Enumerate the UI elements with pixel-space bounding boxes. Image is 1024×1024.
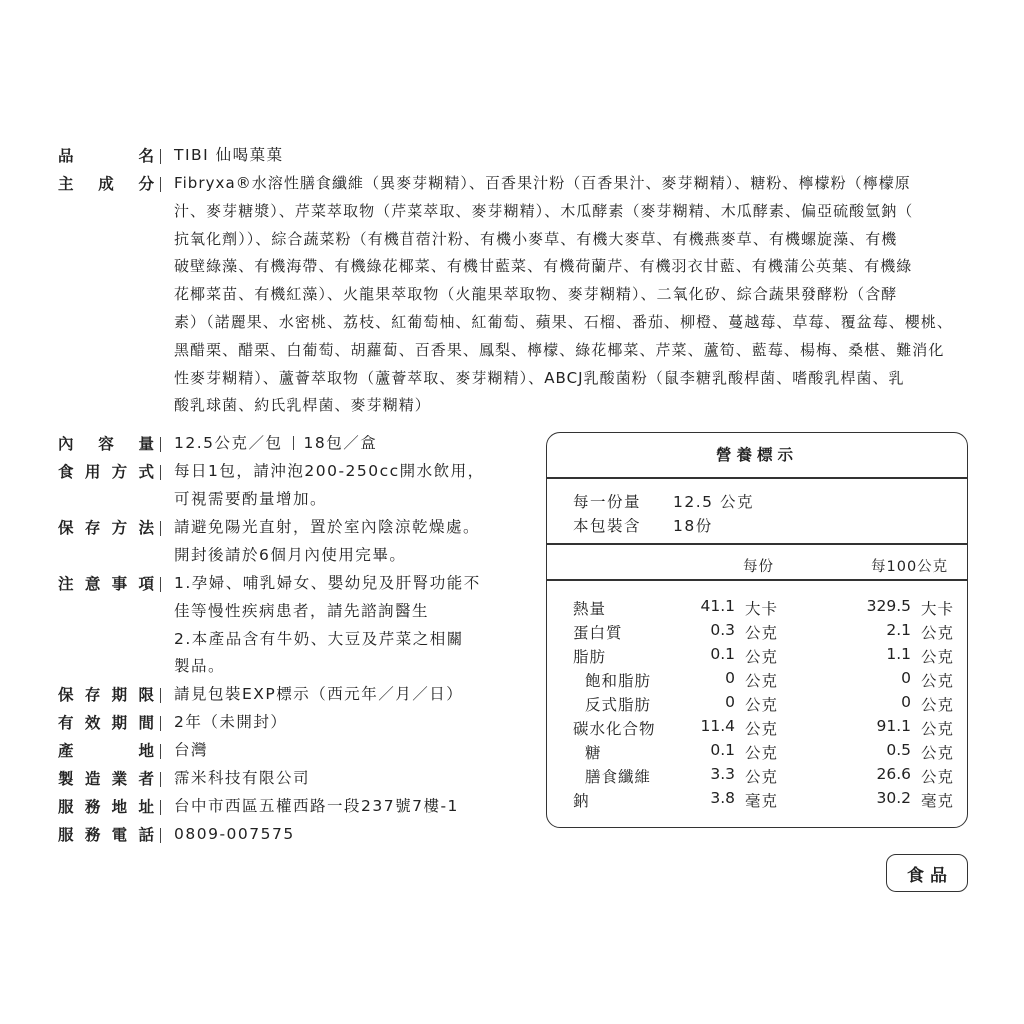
unit-per-serving: 大卡	[745, 600, 779, 618]
key-char: 效	[84, 714, 101, 732]
unit-per-100g: 大卡	[921, 600, 955, 618]
nutrition-facts-panel	[546, 432, 968, 828]
servings-value: 18份	[673, 517, 713, 535]
separator	[160, 828, 161, 843]
key-char: 務	[84, 826, 101, 844]
key-char: 方	[111, 519, 128, 537]
text-line: 性麥芽糊精）、蘆薈萃取物（蘆薈萃取、麥芽糊精）、ABCJ乳酸菌粉（鼠李糖乳酸桿菌、嗜酸乳桿菌、乳	[174, 368, 905, 387]
column-header-per-serving: 每份	[743, 559, 774, 575]
serving-size-label: 每一份量	[573, 493, 642, 511]
separator	[160, 744, 161, 759]
nutrient-name: 反式脂肪	[585, 696, 652, 714]
field-value: 台灣	[174, 741, 209, 759]
key-char: 業	[111, 770, 128, 788]
field-key	[58, 430, 154, 458]
value-per-100g: 0	[901, 693, 911, 711]
field-value	[174, 570, 481, 681]
text-line: 請避免陽光直射，置於室內陰涼乾燥處。	[174, 518, 481, 536]
servings-row	[573, 514, 713, 536]
text-line: Fibryxa®水溶性膳食纖維（異麥芽糊精）、百香果汁粉（百香果汁、麥芽糊精）、糖粉、檸檬粉（檸檬原	[174, 174, 911, 192]
unit-per-100g: 公克	[921, 648, 955, 666]
key-char: 品	[58, 147, 74, 165]
separator	[160, 177, 161, 192]
separator	[160, 521, 161, 536]
content-per-pack: 12.5公克／包	[174, 434, 283, 452]
unit-per-100g: 毫克	[921, 792, 955, 810]
unit-per-100g: 公克	[921, 624, 955, 642]
nutrition-row	[547, 717, 967, 741]
unit-per-100g: 公克	[921, 672, 955, 690]
nutrition-row	[547, 789, 967, 813]
nutrient-name: 脂肪	[573, 648, 607, 666]
value-per-100g: 0	[901, 669, 911, 687]
key-char: 期	[111, 714, 128, 732]
key-char: 址	[138, 798, 154, 816]
value-per-serving: 3.3	[710, 765, 735, 783]
text-line: 酸乳球菌、約氏乳桿菌、麥芽糊精）	[174, 396, 431, 415]
value-per-100g: 1.1	[886, 645, 911, 663]
text-line: 2.本產品含有牛奶、大豆及芹菜之相關	[174, 629, 464, 648]
value-per-100g: 329.5	[866, 597, 911, 615]
unit-per-serving: 公克	[745, 648, 779, 666]
text-line: 開封後請於6個月內使用完畢。	[174, 545, 407, 564]
divider	[547, 543, 967, 545]
text-line: 破壁綠藻、有機海帶、有機綠花椰菜、有機甘藍菜、有機荷蘭芹、有機羽衣甘藍、有機蒲公英葉、有機綠	[174, 257, 913, 276]
key-char: 式	[138, 463, 154, 481]
field-key	[58, 737, 154, 765]
column-header-per-100g: 每100公克	[871, 559, 949, 575]
field-origin	[58, 737, 208, 765]
field-product-name	[58, 142, 284, 170]
nutrient-name: 鈉	[573, 792, 590, 810]
text-line: 佳等慢性疾病患者，請先諮詢醫生	[174, 601, 430, 620]
separator	[160, 688, 161, 703]
nutrition-row	[547, 765, 967, 789]
key-char: 容	[98, 435, 114, 453]
nutrient-name: 飽和脂肪	[585, 672, 652, 690]
field-service-address	[58, 793, 459, 821]
separator	[160, 716, 161, 731]
key-char: 名	[138, 147, 154, 165]
nutrient-name: 糖	[585, 744, 602, 762]
key-char: 間	[138, 714, 154, 732]
separator	[160, 800, 161, 815]
field-key	[58, 142, 154, 170]
value-per-serving: 0	[725, 693, 735, 711]
value-per-serving: 0.1	[710, 741, 735, 759]
value-per-serving: 0.3	[710, 621, 735, 639]
key-char: 地	[138, 742, 154, 760]
value-per-serving: 3.8	[710, 789, 735, 807]
field-usage	[58, 458, 485, 514]
key-char: 保	[58, 519, 74, 537]
value-per-serving: 41.1	[700, 597, 735, 615]
content-per-box: 18包／盒	[303, 434, 378, 452]
separator	[160, 465, 161, 480]
unit-per-100g: 公克	[921, 720, 955, 738]
key-char: 事	[111, 575, 128, 593]
unit-per-100g: 公克	[921, 768, 955, 786]
separator	[160, 149, 161, 164]
unit-per-serving: 毫克	[745, 792, 779, 810]
nutrition-row	[547, 741, 967, 765]
nutrition-row	[547, 645, 967, 669]
divider	[547, 477, 967, 479]
key-char: 電	[111, 826, 128, 844]
field-key	[58, 821, 154, 849]
field-key	[58, 458, 154, 486]
text-line: 每日1包，請沖泡200-250cc開水飲用，	[174, 462, 485, 480]
nutrition-row	[547, 597, 967, 621]
separator	[293, 436, 294, 450]
field-key	[58, 514, 154, 542]
key-char: 者	[138, 770, 154, 788]
text-line: 1.孕婦、哺乳婦女、嬰幼兒及肝腎功能不	[174, 574, 481, 592]
nutrition-row	[547, 693, 967, 717]
field-key	[58, 681, 154, 709]
key-char: 法	[138, 519, 154, 537]
text-line: 製品。	[174, 657, 226, 676]
field-content	[58, 430, 377, 458]
field-shelf-life	[58, 709, 287, 737]
unit-per-serving: 公克	[745, 672, 779, 690]
key-char: 主	[58, 175, 74, 193]
unit-per-100g: 公克	[921, 744, 955, 762]
text-line: 抗氧化劑））、綜合蔬菜粉（有機苜蓿汁粉、有機小麥草、有機大麥草、有機燕麥草、有機螺旋藻、有機	[174, 229, 898, 248]
serving-size-row	[573, 490, 754, 512]
key-char: 方	[111, 463, 128, 481]
key-char: 存	[84, 519, 101, 537]
unit-per-serving: 公克	[745, 744, 779, 762]
field-key	[58, 709, 154, 737]
unit-per-100g: 公克	[921, 696, 955, 714]
key-char: 成	[98, 175, 114, 193]
unit-per-serving: 公克	[745, 696, 779, 714]
field-storage	[58, 514, 480, 570]
key-char: 意	[84, 575, 101, 593]
food-category-badge: 食品	[886, 854, 968, 892]
text-line: 汁、麥芽糖漿）、芹菜萃取物（芹菜萃取、麥芽糊精）、木瓜酵素（麥芽糊精、木瓜酵素、偏亞硫酸氫鈉（	[174, 201, 914, 220]
nutrition-row	[547, 669, 967, 693]
text-line: 素）（諾麗果、水密桃、荔枝、紅葡萄柚、紅葡萄、蘋果、石榴、番茄、柳橙、蔓越莓、草莓、覆盆莓、櫻桃、	[174, 312, 953, 331]
field-key	[58, 793, 154, 821]
field-value: 霈米科技有限公司	[174, 769, 311, 787]
separator	[160, 577, 161, 592]
unit-per-serving: 公克	[745, 720, 779, 738]
key-char: 用	[84, 463, 101, 481]
field-ingredients	[58, 170, 953, 420]
key-char: 服	[58, 826, 74, 844]
nutrition-title: 營養標示	[715, 446, 798, 464]
key-char: 內	[58, 435, 74, 453]
key-char: 服	[58, 798, 74, 816]
nutrient-name: 膳食纖維	[585, 768, 652, 786]
key-char: 項	[138, 575, 154, 593]
nutrient-name: 蛋白質	[573, 624, 623, 642]
key-char: 話	[138, 826, 154, 844]
key-char: 造	[84, 770, 101, 788]
field-value: 0809-007575	[174, 825, 295, 843]
key-char: 注	[58, 575, 74, 593]
field-value: 請見包裝EXP標示（西元年／月／日）	[174, 685, 464, 703]
key-char: 存	[84, 686, 101, 704]
text-line: 花椰菜苗、有機紅藻）、火龍果萃取物（火龍果萃取物、麥芽糊精）、二氧化矽、綜合蔬果發酵粉（含酵	[174, 285, 898, 304]
value-per-serving: 0	[725, 669, 735, 687]
value-per-100g: 0.5	[886, 741, 911, 759]
text-line: 可視需要酌量增加。	[174, 489, 328, 508]
field-value	[174, 514, 480, 570]
key-char: 保	[58, 686, 74, 704]
key-char: 產	[58, 742, 74, 760]
value-per-100g: 2.1	[886, 621, 911, 639]
field-value: 台中市西區五權西路一段237號7樓-1	[174, 797, 459, 815]
field-notes	[58, 570, 481, 681]
key-char: 限	[138, 686, 154, 704]
nutrient-name: 碳水化合物	[573, 720, 656, 738]
separator	[160, 437, 161, 452]
nutrient-name: 熱量	[573, 600, 607, 618]
field-service-phone	[58, 821, 295, 849]
value-per-serving: 0.1	[710, 645, 735, 663]
key-char: 地	[111, 798, 128, 816]
key-char: 量	[138, 435, 154, 453]
key-char: 分	[138, 175, 154, 193]
divider	[547, 579, 967, 581]
key-char: 務	[84, 798, 101, 816]
key-char: 食	[58, 463, 74, 481]
field-expiry	[58, 681, 463, 709]
serving-size-value: 12.5 公克	[673, 493, 754, 511]
key-char: 有	[58, 714, 74, 732]
nutrition-row	[547, 621, 967, 645]
field-value	[174, 458, 485, 514]
value-per-100g: 30.2	[876, 789, 911, 807]
servings-label: 本包裝含	[573, 517, 642, 535]
separator	[160, 772, 161, 787]
unit-per-serving: 公克	[745, 768, 779, 786]
key-char: 期	[111, 686, 128, 704]
field-value: 2年（未開封）	[174, 713, 288, 731]
field-manufacturer	[58, 765, 310, 793]
value-per-serving: 11.4	[700, 717, 735, 735]
value-per-100g: 91.1	[876, 717, 911, 735]
field-key	[58, 570, 154, 598]
ingredients-text	[174, 170, 953, 420]
unit-per-serving: 公克	[745, 624, 779, 642]
key-char: 製	[58, 770, 74, 788]
text-line: 黑醋栗、醋栗、白葡萄、胡蘿蔔、百香果、鳳梨、檸檬、綠花椰菜、芹菜、蘆筍、藍莓、楊梅、桑椹、難消化	[174, 340, 945, 359]
field-value: TIBI 仙喝菓菓	[174, 146, 284, 164]
field-key	[58, 765, 154, 793]
field-key	[58, 170, 154, 198]
value-per-100g: 26.6	[876, 765, 911, 783]
field-value	[174, 430, 377, 458]
